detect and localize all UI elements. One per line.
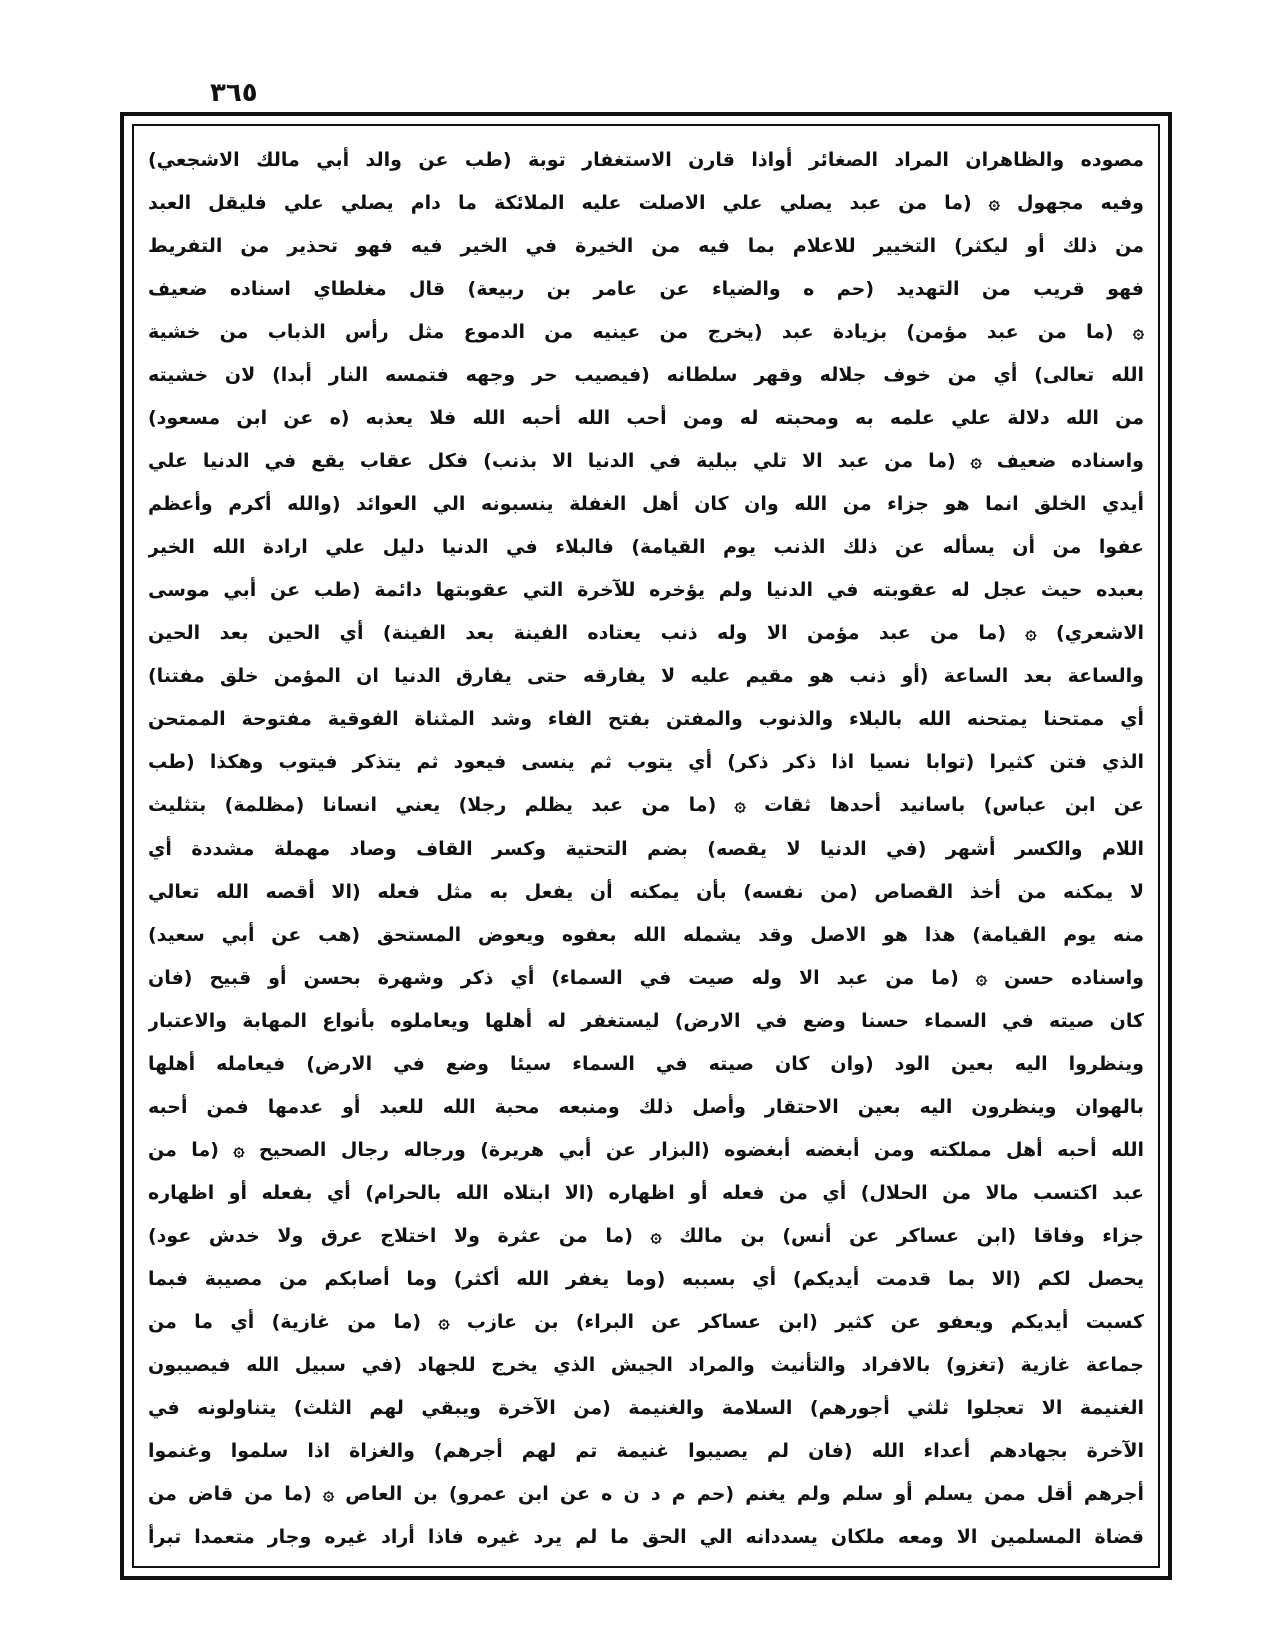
text-line: أي ممتحنا يمتحنه الله بالبلاء والذنوب والمفتن بفتح الفاء وشد المثناة الفوقية مفتوحة الممتحن [148, 708, 1144, 731]
text-line: واسناده حسن ۞ (ما من عبد الا وله صيت في السماء) أي ذكر وشهرة بحسن أو قبيح (فان [148, 966, 1144, 989]
text-line: بعبده حيث عجل له عقوبته في الدنيا ولم يؤخره للآخرة التي عقوبتها دائمة (طب عن أبي موسى [148, 579, 1144, 602]
text-line: الذي فتن كثيرا (توابا نسيا اذا ذكر ذكر) أي يتوب ثم ينسى فيعود ثم يتذكر فيتوب وهكذا (طب [148, 751, 1144, 774]
text-line: قضاة المسلمين الا ومعه ملكان يسددانه الي الحق ما لم يرد غيره فاذا أراد غيره وجار متعمدا تبرأ [148, 1526, 1144, 1548]
text-line: كسبت أيديكم ويعفو عن كثير (ابن عساكر عن البراء) بن عازب ۞ (ما من غازية) أي ما من [148, 1310, 1144, 1333]
text-line: من ذلك أو ليكثر) التخيير للاعلام بما فيه من الخيرة في الخير فيه فهو تحذير من التفريط [148, 235, 1144, 258]
text-line: أيدي الخلق انما هو جزاء من الله وان كان أهل الغفلة ينسبونه الي العوائد (والله أكرم وأعظم [148, 493, 1144, 516]
text-line: من الله دلالة علي علمه به ومحبته له ومن أحب الله أحبه الله فلا يعذبه (ه عن ابن مسعود) [148, 407, 1144, 430]
text-line: الله تعالى) أي من خوف جلاله وقهر سلطانه (فيصيب حر وجهه فتمسه النار أبدا) لان خشيته [148, 364, 1144, 387]
text-line: ۞ (ما من عبد مؤمن) بزيادة عبد (يخرج من عينيه من الدموع مثل رأس الذباب من خشية [148, 321, 1144, 344]
text-frame [132, 124, 1160, 1568]
text-line: وفيه مجهول ۞ (ما من عبد يصلي علي الاصلت عليه الملائكة ما دام يصلي علي فليقل العبد [148, 192, 1144, 215]
text-line: الغنيمة الا تعجلوا ثلثي أجورهم) السلامة والغنيمة (من الآخرة ويبقي لهم الثلث) يتناولونه في [148, 1396, 1144, 1419]
text-line: عن ابن عباس) باسانيد أحدها ثقات ۞ (ما من عبد يظلم رجلا) يعني انسانا (مظلمة) بتثليث [148, 794, 1144, 817]
text-line: الآخرة بجهادهم أعداء الله (فان لم يصيبوا غنيمة تم لهم أجرهم) والغزاة اذا سلموا وغنموا [148, 1439, 1144, 1462]
text-line: اللام والكسر أشهر (في الدنيا لا يقصه) بضم التحتية وكسر القاف وصاد مهملة مشددة أي [148, 837, 1144, 860]
text-line: مصوده والظاهران المراد الصغائر أواذا قارن الاستغفار توبة (طب عن والد أبي مالك الاشجعي) [148, 149, 1144, 171]
text-line: وينظروا اليه بعين الود (وان كان صيته في السماء سيئا وضع في الارض) فيعامله أهلها [148, 1052, 1144, 1075]
text-line: يحصل لكم (الا بما قدمت أيديكم) أي بسببه (وما يغفر الله أكثر) وما أصابكم من مصيبة فبما [148, 1267, 1144, 1290]
text-line: عبد اكتسب مالا من الحلال) أي من فعله أو اظهاره (الا ابتلاه الله بالحرام) أي بفعله أو اظهاره [148, 1181, 1144, 1204]
text-line: بالهوان وينظرون اليه بعين الاحتقار وأصل ذلك ومنبعه محبة الله للعبد أو عدمها فمن أحبه [148, 1095, 1144, 1118]
text-line: والساعة بعد الساعة (أو ذنب هو مقيم عليه لا يفارقه حتى يفارق الدنيا ان المؤمن خلق مفتنا) [148, 665, 1144, 688]
text-line: عفوا من أن يسأله عن ذلك الذنب يوم القيامة) فالبلاء في الدنيا دليل علي ارادة الله الخير [148, 536, 1144, 559]
text-line: الله أحبه أهل مملكته ومن أبغضه أبغضوه (البزار عن أبي هريرة) ورجاله رجال الصحيح ۞ (ما من [148, 1138, 1144, 1161]
text-line: جزاء وفاقا (ابن عساكر عن أنس) بن مالك ۞ (ما من عثرة ولا اختلاج عرق ولا خدش عود) [148, 1224, 1144, 1247]
text-body [148, 142, 1144, 1556]
text-line: الاشعري) ۞ (ما من عبد مؤمن الا وله ذنب يعتاده الفينة بعد الفينة) أي الحين بعد الحين [148, 622, 1144, 645]
text-line: واسناده ضعيف ۞ (ما من عبد الا تلي ببلية في الدنيا الا بذنب) فكل عقاب يقع في الدنيا علي [148, 450, 1144, 473]
text-line: لا يمكنه من أخذ القصاص (من نفسه) بأن يمكنه أن يفعل به مثل فعله (الا أقصه الله تعالي [148, 880, 1144, 903]
page-number: ٣٦٥ [210, 78, 258, 108]
text-line: منه يوم القيامة) هذا هو الاصل وقد يشمله الله بعفوه ويعوض المستحق (هب عن أبي سعيد) [148, 923, 1144, 946]
text-line: فهو قريب من التهديد (حم ه والضياء عن عامر بن ربيعة) قال مغلطاي اسناده ضعيف [148, 278, 1144, 301]
text-line: أجرهم أقل ممن يسلم أو سلم ولم يغنم (حم م د ن ه عن ابن عمرو) بن العاص ۞ (ما من قاض من [148, 1482, 1144, 1505]
text-line: جماعة غازية (تغزو) بالافراد والتأنيث والمراد الجيش الذي يخرج للجهاد (في سبيل الله فيصيبون [148, 1353, 1144, 1376]
text-line: كان صيته في السماء حسنا وضع في الارض) ليستغفر له أهلها ويعاملوه بأنواع المهابة والاعتبار [148, 1009, 1144, 1032]
